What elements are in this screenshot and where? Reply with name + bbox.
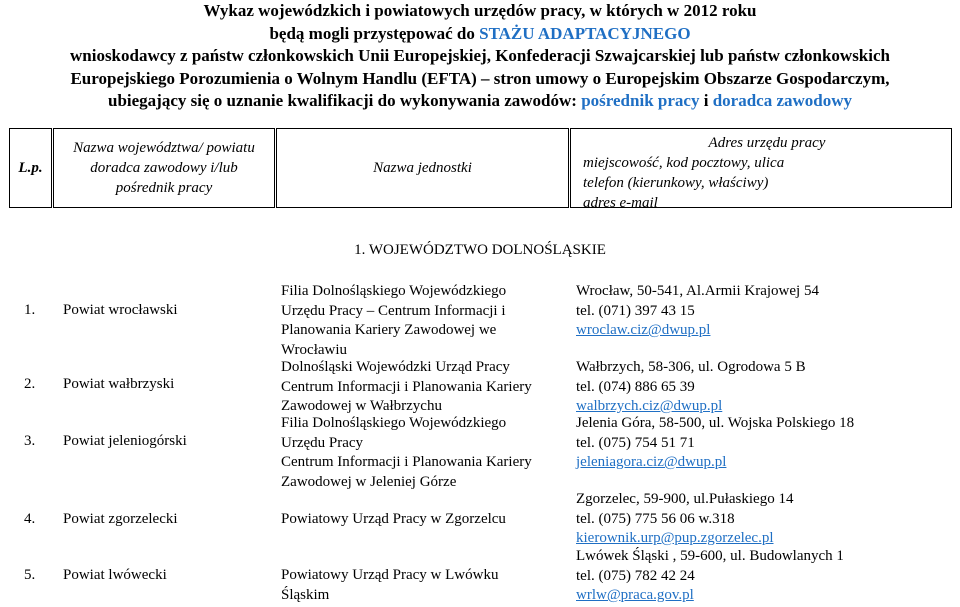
header-address-title: Adres urzędu pracy — [708, 135, 826, 151]
row-unit — [281, 566, 498, 605]
row-unit-line: Wrocławiu — [281, 341, 348, 358]
row-unit-line: Powiatowy Urząd Pracy w Lwówku — [281, 567, 499, 583]
header-unit: Nazwa jednostki — [276, 128, 569, 208]
row-unit-line: Dolnośląski Wojewódzki Urząd Pracy — [281, 359, 510, 375]
row-region: Powiat zgorzelecki — [63, 511, 178, 527]
title-line-5 — [0, 90, 960, 113]
row-unit — [281, 510, 506, 530]
row-region: Powiat lwówecki — [63, 567, 167, 583]
row-number: 1. — [24, 302, 36, 318]
row-number: 4. — [24, 511, 36, 527]
highlight-posrednik: pośrednik pracy — [581, 91, 700, 111]
row-address-street: Wrocław, 50-541, Al.Armii Krajowej 54 — [576, 283, 819, 299]
row-address — [576, 282, 819, 341]
row-address — [576, 547, 844, 606]
row-number: 2. — [24, 376, 36, 392]
row-email-link[interactable]: walbrzych.ciz@dwup.pl — [576, 398, 723, 414]
row-address — [576, 358, 806, 417]
row-unit-line: Centrum Informacji i Planowania Kariery — [281, 378, 532, 395]
header-address — [570, 128, 952, 211]
title-line-3: wnioskodawcy z państw członkowskich Unii Europejskiej, Konfederacji Szwajcarskiej lub państw członkowskich — [69, 46, 890, 66]
title-line-2-text: będą mogli przystępować do — [269, 23, 480, 43]
row-unit-line: Planowania Kariery Zawodowej we — [281, 322, 497, 338]
header-address-line: miejscowość, kod pocztowy, ulica — [583, 155, 785, 171]
document-title — [0, 0, 960, 113]
row-region: Powiat wrocławski — [63, 302, 178, 318]
row-unit-line: Powiatowy Urząd Pracy w Zgorzelcu — [281, 511, 506, 527]
row-region: Powiat wałbrzyski — [63, 376, 175, 392]
title-line-1: Wykaz wojewódzkich i powiatowych urzędów pracy, w których w 2012 roku — [203, 1, 757, 20]
row-email-link[interactable]: kierownik.urp@pup.zgorzelec.pl — [576, 530, 774, 546]
row-address-phone: tel. (075) 754 51 71 — [576, 434, 695, 451]
header-address-line: telefon (kierunkowy, właściwy) — [583, 175, 769, 191]
row-address-phone: tel. (075) 775 56 06 w.318 — [576, 510, 735, 527]
highlight-staz: STAŻU ADAPTACYJNEGO — [479, 23, 691, 43]
row-email-link[interactable]: wrlw@praca.gov.pl — [576, 587, 694, 603]
header-region-line: Nazwa województwa/ powiatu — [73, 140, 255, 156]
row-number: 5. — [24, 567, 36, 583]
header-region-line: doradca zawodowy i/lub — [90, 160, 238, 176]
row-unit — [281, 282, 506, 360]
row-unit-line: Urzędu Pracy – Centrum Informacji i — [281, 302, 506, 319]
row-address — [576, 490, 793, 549]
row-address — [576, 414, 854, 473]
row-unit-line: Urzędu Pracy — [281, 434, 364, 451]
row-address-street: Lwówek Śląski , 59-600, ul. Budowlanych 1 — [576, 548, 844, 564]
title-line-5-text: ubiegający się o uznanie kwalifikacji do wykonywania zawodów: — [108, 91, 582, 111]
row-unit-line: Filia Dolnośląskiego Wojewódzkiego — [281, 415, 507, 431]
row-unit-line: Filia Dolnośląskiego Wojewódzkiego — [281, 283, 507, 299]
row-unit — [281, 358, 532, 417]
title-line-5-mid: i — [699, 91, 713, 111]
row-address-phone: tel. (075) 782 42 24 — [576, 567, 695, 584]
row-address-phone: tel. (074) 886 65 39 — [576, 378, 695, 395]
section-title: 1. WOJEWÓDZTWO DOLNOŚLĄSKIE — [354, 242, 606, 258]
header-region — [53, 128, 275, 208]
row-number: 3. — [24, 433, 36, 449]
highlight-doradca: doradca zawodowy — [712, 91, 852, 111]
row-address-street: Wałbrzych, 58-306, ul. Ogrodowa 5 B — [576, 359, 806, 375]
header-lp: L.p. — [9, 128, 52, 208]
row-unit-line: Zawodowej w Jeleniej Górze — [281, 473, 457, 490]
row-address-street: Zgorzelec, 59-900, ul.Pułaskiego 14 — [576, 491, 794, 507]
title-line-2 — [0, 23, 960, 46]
header-region-line: pośrednik pracy — [115, 180, 213, 196]
row-email-link[interactable]: wroclaw.ciz@dwup.pl — [576, 322, 711, 338]
row-address-street: Jelenia Góra, 58-500, ul. Wojska Polskiego 18 — [576, 415, 855, 431]
row-unit-line: Śląskim — [281, 586, 330, 603]
header-address-line: adres e-mail — [583, 195, 658, 211]
row-unit-line: Zawodowej w Wałbrzychu — [281, 398, 442, 414]
row-unit — [281, 414, 532, 492]
row-region: Powiat jeleniogórski — [63, 433, 187, 449]
row-address-phone: tel. (071) 397 43 15 — [576, 302, 695, 319]
title-line-4: Europejskiego Porozumienia o Wolnym Handlu (EFTA) – stron umowy o Europejskim Obszarze Gospodarczym, — [70, 68, 890, 88]
row-email-link[interactable]: jeleniagora.ciz@dwup.pl — [576, 454, 727, 470]
row-unit-line: Centrum Informacji i Planowania Kariery — [281, 454, 532, 470]
